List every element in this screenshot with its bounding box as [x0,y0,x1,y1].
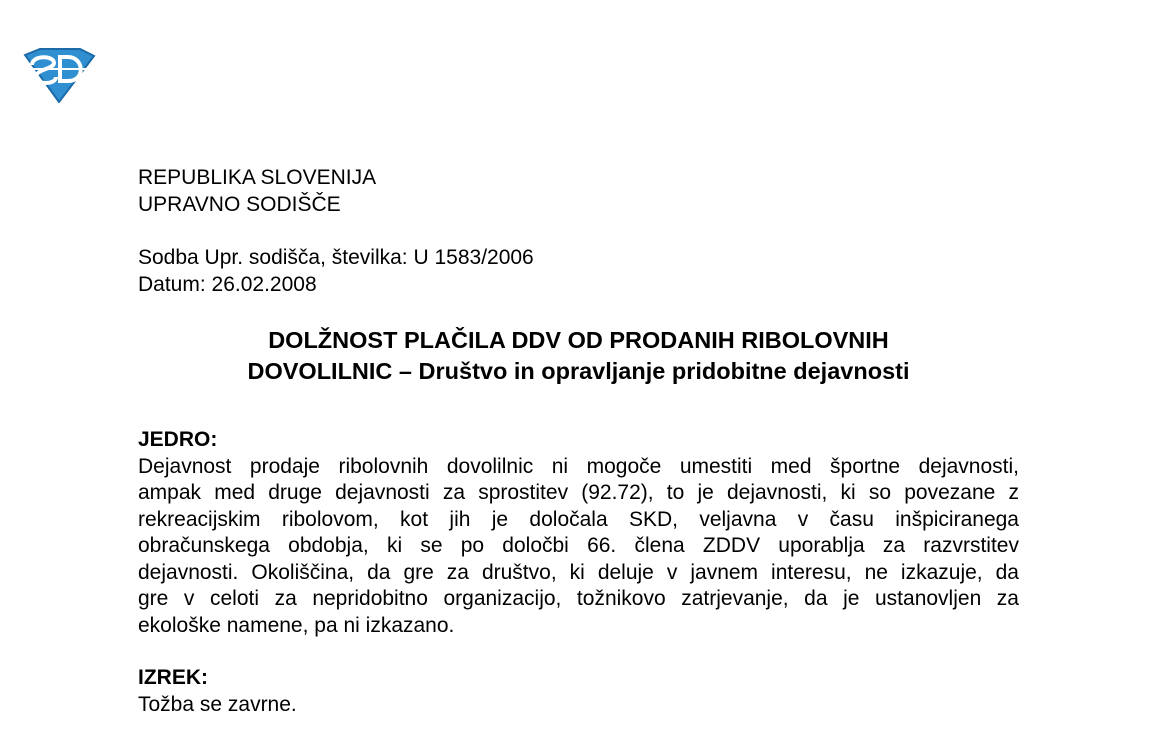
jedro-line: ekološke namene, pa ni izkazano. [138,613,455,637]
jedro-line: dejavnosti. Okoliščina, da gre za društvo, ki deluje v javnem interesu, ne izkazuje, da [138,560,1019,584]
jedro-line: Dejavnost prodaje ribolovnih dovolilnic ni mogoče umestiti med športne dejavnosti, [138,454,1019,478]
judgment-meta [138,245,1019,298]
title-line-2: DOVOLILNIC – Društvo in opravljanje pridobitne dejavnosti [247,358,910,384]
judgment-date: Datum: 26.02.2008 [138,272,317,296]
title-line-1: DOLŽNOST PLAČILA DDV OD PRODANIH RIBOLOVNIH [268,327,889,353]
country-name: REPUBLIKA SLOVENIJA [138,166,377,189]
jedro-line: ampak med druge dejavnosti za sprostitev (92.72), to je dejavnosti, ki so povezane z [138,481,1019,504]
judgment-number: Sodba Upr. sodišča, številka: U 1583/2006 [138,246,534,269]
jedro-line: obračunskega obdobja, ki se po določbi 66. člena ZDDV uporablja za razvrstitev [138,534,1019,557]
jedro-heading: JEDRO: [138,428,218,451]
court-header [138,165,1019,218]
sd-logo-icon [22,47,96,103]
document-title [138,325,1019,387]
jedro-line: rekreacijskim ribolovom, kot jih je določala SKD, veljavna v času inšpiciranega [138,507,1019,531]
document-body [138,165,1019,718]
izrek-line: Tožba se zavrne. [138,692,297,716]
jedro-text [138,454,1019,640]
court-name: UPRAVNO SODIŠČE [138,192,341,216]
izrek-heading: IZREK: [138,666,208,689]
jedro-line: gre v celoti za nepridobitno organizacijo, tožnikovo zatrjevanje, da je ustanovljen za [138,587,1019,610]
